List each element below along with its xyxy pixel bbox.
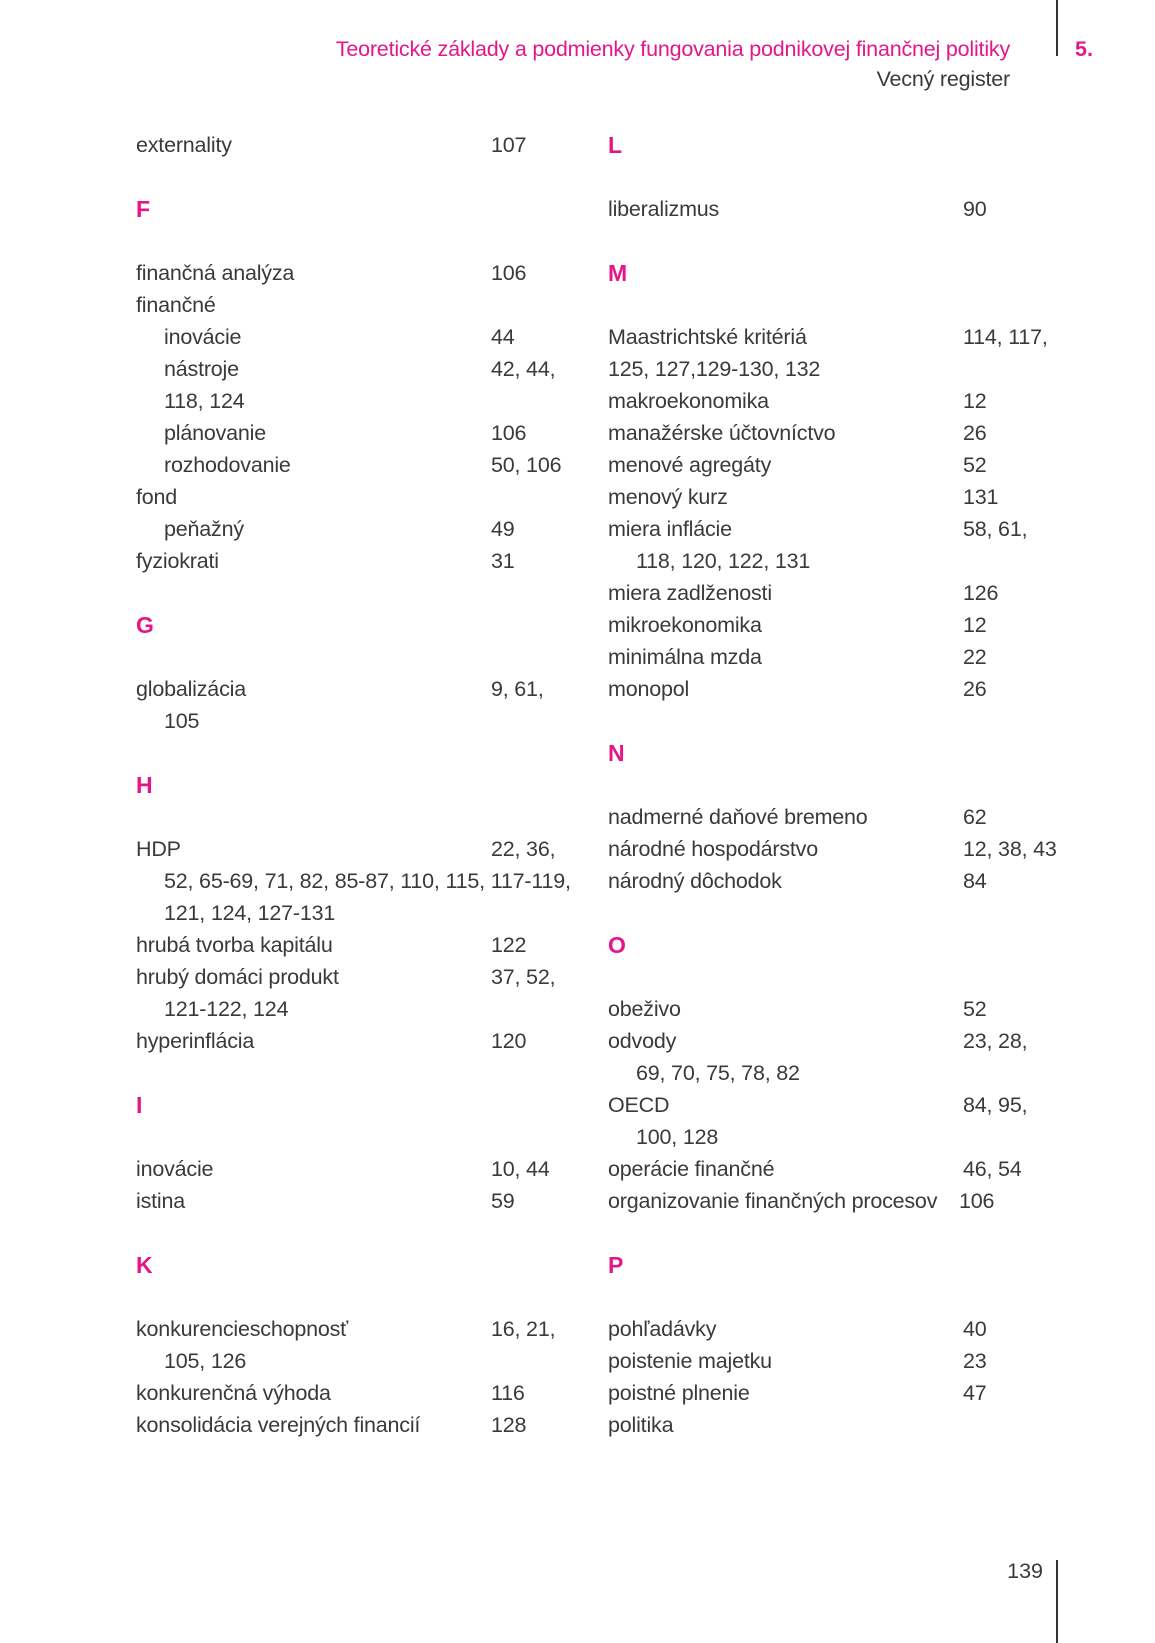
chapter-number: 5.	[1075, 37, 1093, 61]
index-letter-heading: K	[136, 1252, 153, 1278]
index-letter-heading: I	[136, 1092, 143, 1118]
index-page-refs: 12	[963, 613, 987, 637]
index-term: národný dôchodok	[608, 869, 782, 893]
index-term: globalizácia	[136, 677, 246, 701]
index-page-refs: 114, 117,	[963, 325, 1048, 349]
index-page-refs: 128	[491, 1413, 527, 1437]
index-page-refs: 40	[963, 1317, 987, 1341]
index-term: poistenie majetku	[608, 1349, 772, 1373]
index-page-refs: 126	[963, 581, 999, 605]
index-page-refs: 107	[491, 133, 527, 157]
index-letter-heading: N	[608, 740, 625, 766]
index-term: mikroekonomika	[608, 613, 762, 637]
index-term: finančná analýza	[136, 261, 295, 285]
index-term: odvody	[608, 1029, 677, 1053]
index-page-refs: 26	[963, 677, 987, 701]
index-page-refs: 90	[963, 197, 987, 221]
index-term: hrubý domáci produkt	[136, 965, 339, 989]
index-term: monopol	[608, 677, 690, 701]
index-letter-heading: G	[136, 612, 154, 638]
index-term: 105	[164, 709, 200, 733]
index-page-refs: 84, 95,	[963, 1093, 1028, 1117]
index-term: istina	[136, 1189, 185, 1213]
index-term: operácie finančné	[608, 1157, 775, 1181]
index-term: inovácie	[136, 1157, 214, 1181]
header-rule	[1056, 0, 1058, 56]
index-term: 100, 128	[636, 1125, 719, 1149]
index-term: 69, 70, 75, 78, 82	[636, 1061, 800, 1085]
index-term: 125, 127,129-130, 132	[608, 357, 821, 381]
index-term: Maastrichtské kritériá	[608, 325, 807, 349]
page-number: 139	[1007, 1559, 1043, 1583]
index-page-refs: 22	[963, 645, 987, 669]
index-term: hyperinflácia	[136, 1029, 255, 1053]
footer-rule	[1056, 1560, 1058, 1643]
index-letter-heading: H	[136, 772, 153, 798]
index-term: konkurencieschopnosť	[136, 1317, 349, 1341]
index-term: menové agregáty	[608, 453, 772, 477]
index-term: organizovanie finančných procesov	[608, 1189, 938, 1213]
index-page-refs: 23, 28,	[963, 1029, 1028, 1053]
index-page-refs: 58, 61,	[963, 517, 1028, 541]
index-term: HDP	[136, 837, 181, 861]
index-letter-heading: L	[608, 132, 622, 158]
index-term: externality	[136, 133, 232, 157]
index-page-refs: 49	[491, 517, 515, 541]
index-page-refs: 23	[963, 1349, 987, 1373]
index-term: nadmerné daňové bremeno	[608, 805, 868, 829]
index-page-refs: 116	[491, 1381, 525, 1405]
index-page-refs: 131	[963, 485, 999, 509]
index-term: pohľadávky	[608, 1317, 717, 1341]
index-page-refs: 46, 54	[963, 1157, 1022, 1181]
index-page-refs: 37, 52,	[491, 965, 556, 989]
index-page-refs: 9, 61,	[491, 677, 544, 701]
index-page-refs: 120	[491, 1029, 527, 1053]
index-term: hrubá tvorba kapitálu	[136, 933, 333, 957]
index-letter-heading: O	[608, 932, 626, 958]
index-page-refs: 59	[491, 1189, 515, 1213]
index-term: 121-122, 124	[164, 997, 289, 1021]
index-page-refs: 26	[963, 421, 987, 445]
index-term: minimálna mzda	[608, 645, 762, 669]
index-term: fyziokrati	[136, 549, 219, 573]
index-term: fond	[136, 485, 178, 509]
chapter-title: Teoretické základy a podmienky fungovania podnikovej finančnej politiky	[335, 37, 1010, 61]
index-term: 52, 65-69, 71, 82, 85-87, 110, 115, 117-119,	[164, 869, 571, 893]
index-page-refs: 44	[491, 325, 515, 349]
index-page-refs: 84	[963, 869, 987, 893]
index-page-refs: 16, 21,	[491, 1317, 556, 1341]
index-term: národné hospodárstvo	[608, 837, 818, 861]
index-term: politika	[608, 1413, 674, 1437]
index-term: miera zadlženosti	[608, 581, 772, 605]
index-term: nástroje	[164, 357, 239, 381]
index-page-refs: 12, 38, 43	[963, 837, 1057, 861]
index-page-refs: 50, 106	[491, 453, 562, 477]
index-page-refs: 52	[963, 453, 987, 477]
index-term: makroekonomika	[608, 389, 769, 413]
section-subtitle: Vecný register	[876, 67, 1010, 91]
index-page-refs: 122	[491, 933, 527, 957]
index-term: manažérske účtovníctvo	[608, 421, 836, 445]
index-term: rozhodovanie	[164, 453, 291, 477]
index-page-refs: 106	[959, 1189, 995, 1213]
index-page-refs: 31	[491, 549, 515, 573]
index-term: menový kurz	[608, 485, 728, 509]
index-term: plánovanie	[164, 421, 267, 445]
index-term: OECD	[608, 1093, 670, 1117]
index-page-refs: 10, 44	[491, 1157, 550, 1181]
index-page-refs: 47	[963, 1381, 987, 1405]
index-term: 118, 120, 122, 131	[636, 549, 811, 573]
index-page-refs: 52	[963, 997, 987, 1021]
index-page-refs: 106	[491, 261, 527, 285]
index-term: liberalizmus	[608, 197, 720, 221]
index-term: finančné	[136, 293, 216, 317]
index-term: peňažný	[164, 517, 244, 541]
index-term: miera inflácie	[608, 517, 732, 541]
index-page-refs: 106	[491, 421, 527, 445]
index-page-refs: 42, 44,	[491, 357, 556, 381]
index-term: konsolidácia verejných financií	[136, 1413, 421, 1437]
index-term: poistné plnenie	[608, 1381, 750, 1405]
index-letter-heading: M	[608, 260, 627, 286]
index-term: obeživo	[608, 997, 681, 1021]
index-letter-heading: P	[608, 1252, 624, 1278]
index-page-refs: 12	[963, 389, 987, 413]
index-page-refs: 22, 36,	[491, 837, 556, 861]
index-letter-heading: F	[136, 196, 150, 222]
index-page-refs: 62	[963, 805, 987, 829]
index-term: 105, 126	[164, 1349, 247, 1373]
index-term: inovácie	[164, 325, 242, 349]
index-term: 118, 124	[164, 389, 245, 413]
index-term: 121, 124, 127-131	[164, 901, 336, 925]
index-term: konkurenčná výhoda	[136, 1381, 331, 1405]
